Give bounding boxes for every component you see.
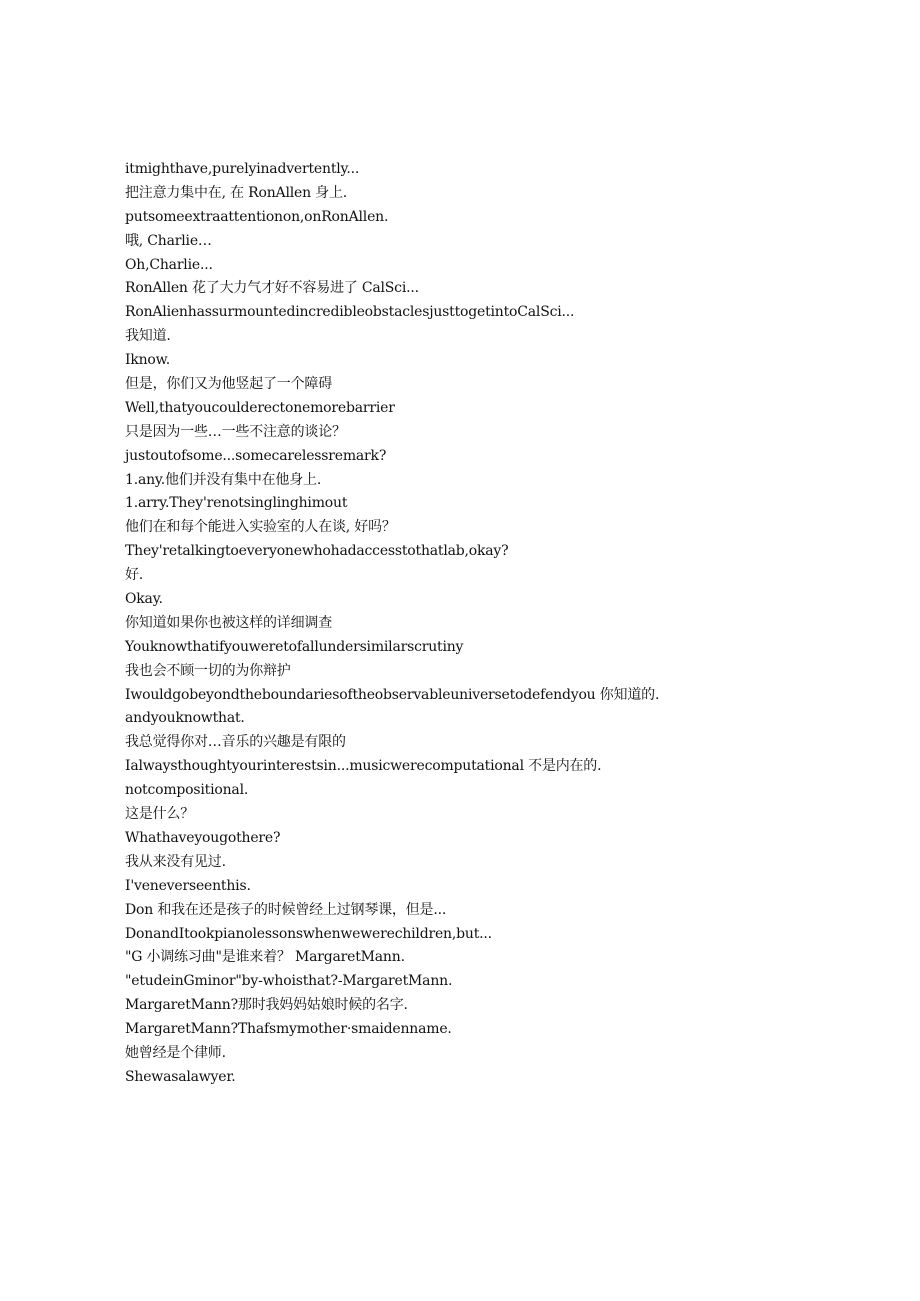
transcript-line: putsomeextraattentionon,onRonAllen. — [125, 208, 389, 225]
transcript-line: Well,thatyoucoulderectonemorebarrier — [125, 399, 395, 416]
transcript-line: 好. — [125, 567, 144, 584]
transcript-line: 他们在和每个能进入实验室的人在谈, 好吗？ — [125, 519, 396, 536]
transcript-line: I'veneverseenthis. — [125, 877, 251, 894]
transcript-line: itmighthave,purelyinadvertently... — [125, 161, 360, 177]
transcript-line: MargaretMann?Thafsmymother·smaidenname. — [125, 1021, 452, 1038]
transcript-line: 但是，你们又为他竖起了一个障碍 — [125, 376, 332, 393]
transcript-line: 我也会不顾一切的为你辩护 — [125, 662, 291, 679]
transcript-line: Shewasalawyer. — [125, 1068, 236, 1085]
transcript-line: 我总觉得你对…音乐的兴趣是有限的 — [125, 734, 346, 751]
transcript-line: Youknowthatifyouweretofallundersimilarscrutiny — [125, 638, 464, 655]
transcript-line: andyouknowthat. — [125, 710, 245, 727]
transcript-lines — [125, 158, 885, 1090]
transcript-line: 1.any.他们并没有集中在他身上. — [125, 471, 322, 488]
transcript-line: Whathaveyougothere? — [125, 829, 281, 846]
transcript-line: 她曾经是个律师. — [125, 1044, 226, 1061]
transcript-line: Iwouldgobeyondtheboundariesoftheobservableuniversetodefendyou 你知道的. — [125, 686, 660, 703]
transcript-line: 你知道如果你也被这样的详细调查 — [125, 614, 332, 631]
transcript-line: Okay. — [125, 591, 163, 608]
transcript-line: 只是因为一些…一些不注意的谈论？ — [125, 423, 346, 440]
transcript-line: RonAlienhassurmountedincredibleobstaclesjusttogetintoCalSci... — [125, 304, 575, 321]
transcript-line: justoutofsome...somecarelessremark? — [125, 447, 387, 464]
transcript-line: 把注意力集中在, 在 RonAllen 身上. — [125, 184, 348, 201]
transcript-line: 我从来没有见过. — [125, 853, 226, 870]
transcript-line: "etudeinGminor"by-whoisthat?-MargaretMann. — [125, 973, 453, 990]
transcript-line: They'retalkingtoeveryonewhohadaccesstothatlab,okay? — [125, 543, 509, 560]
transcript-line: Iknow. — [125, 352, 171, 369]
transcript-line: notcompositional. — [125, 782, 249, 799]
transcript-line: RonAllen 花了大力气才好不容易进了 CalSci... — [125, 280, 419, 297]
transcript-line: "G 小调练习曲"是谁来着？ MargaretMann. — [125, 949, 405, 966]
transcript-line: DonandItookpianolessonswhenwewerechildren,but... — [125, 925, 492, 942]
transcript-line: 1.arry.They'renotsinglinghimout — [125, 495, 348, 512]
transcript-line: 哦, Charlie… — [125, 232, 212, 249]
transcript-line: 这是什么？ — [125, 806, 194, 823]
transcript-line: Don 和我在还是孩子的时候曾经上过钢琴课，但是... — [125, 901, 447, 918]
transcript-line: 我知道. — [125, 328, 171, 345]
transcript-line: Oh,Charlie... — [125, 256, 213, 273]
transcript-line: MargaretMann?那时我妈妈姑娘时候的名字. — [125, 997, 408, 1014]
transcript-line: Ialwaysthoughtyourinterestsin...musicwerecomputational 不是内在的. — [125, 758, 602, 775]
